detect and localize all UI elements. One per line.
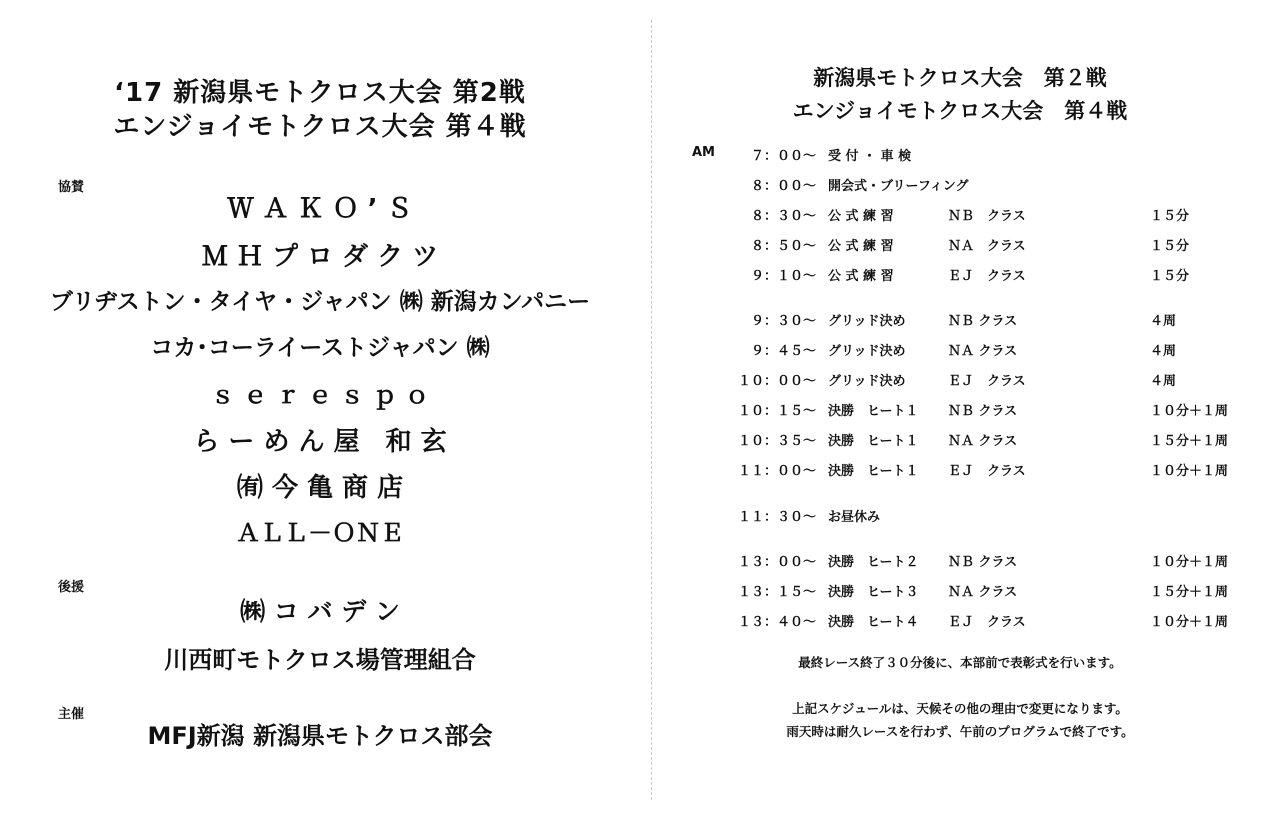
schedule-row [640, 581, 1280, 601]
schedule-row [640, 611, 1280, 631]
event: 決勝 ヒート１ [828, 404, 919, 419]
schedule-title-line1: 新潟県モトクロス大会 第２戦 [813, 66, 1107, 90]
duration: １５分 [1150, 269, 1190, 284]
sponsor-item: ｓ ｅ ｒ ｅ ｓ ｐ ｏ [210, 381, 430, 409]
section-label-shusai: 主催 [58, 707, 85, 722]
sponsor-item: ブリヂストン・タイヤ・ジャパン ㈱ 新潟カンパニー [49, 289, 591, 315]
class: ＮＡ クラス [948, 344, 1018, 359]
section-label-kyousan: 協賛 [58, 180, 85, 195]
duration: ４周 [1150, 374, 1177, 389]
duration: １５分＋１周 [1150, 434, 1229, 449]
duration: ４周 [1150, 314, 1177, 329]
time: １０：３５～ [737, 434, 816, 449]
time: ８：００～ [750, 179, 816, 194]
sponsor-item: ら ー め ん 屋 和 玄 [193, 427, 447, 457]
event-title-line2: エンジョイモトクロス大会 第４戦 [113, 112, 527, 142]
schedule-row [640, 205, 1280, 225]
event: お昼休み [828, 510, 881, 525]
class: ＮＢ クラス [948, 555, 1018, 570]
sponsor-item: ＡＬＬ－ＯＮＥ [236, 519, 404, 547]
event: 決勝 ヒート２ [828, 555, 919, 570]
schedule-row [640, 506, 1280, 526]
schedule-title-line2: エンジョイモトクロス大会 第４戦 [792, 99, 1128, 123]
sponsor-item: Ｗ Ａ Ｋ Ｏ ’ Ｓ [227, 194, 413, 224]
time: ８：５０～ [750, 239, 816, 254]
event: 開会式・ブリーフィング [828, 179, 969, 194]
duration: １５分 [1150, 239, 1190, 254]
time: ８：３０～ [750, 209, 816, 224]
schedule-page [640, 0, 1280, 818]
schedule-change-note: 上記スケジュールは、天候その他の理由で変更になります。 [792, 701, 1128, 716]
schedule-row [640, 551, 1280, 571]
awards-note: 最終レース終了３０分後に、本部前で表彰式を行います。 [798, 655, 1122, 670]
time: １３：４０～ [737, 615, 816, 630]
schedule-row [640, 145, 1280, 165]
event: グリッド決め [828, 344, 906, 359]
time: １０：００～ [737, 374, 816, 389]
event: グリッド決め [828, 314, 906, 329]
time: １３：１５～ [737, 585, 816, 600]
schedule-row [640, 310, 1280, 330]
class: ＥＪ クラス [948, 269, 1026, 284]
schedule-row [640, 370, 1280, 390]
time: ９：３０～ [750, 314, 816, 329]
duration: ４周 [1150, 344, 1177, 359]
event: 決勝 ヒート４ [828, 615, 919, 630]
time: ９：１０～ [750, 269, 816, 284]
event: 公 式 練 習 [828, 209, 894, 224]
time: ９：４５～ [750, 344, 816, 359]
event: 決勝 ヒート３ [828, 585, 919, 600]
event: 決勝 ヒート１ [828, 464, 919, 479]
schedule-row [640, 430, 1280, 450]
class: ＥＪ クラス [948, 464, 1026, 479]
supporter-item: 川西町モトクロス場管理組合 [164, 646, 476, 674]
rain-note: 雨天時は耐久レースを行わず、午前のプログラムで終了です。 [786, 724, 1134, 739]
ampm-label: AM [692, 145, 715, 160]
event-title-line1: ‘17 新潟県モトクロス大会 第2戦 [114, 78, 526, 108]
sponsor-item: ㈲ 今 亀 商 店 [236, 473, 404, 503]
class: ＮＢ クラス [948, 314, 1018, 329]
supporter-item: ㈱ コ バ デ ン [240, 597, 400, 626]
duration: １５分＋１周 [1150, 585, 1229, 600]
sponsor-item: Ｍ Ｈ プ ロ ダ ク ツ [201, 242, 439, 272]
event: 公 式 練 習 [828, 239, 894, 254]
schedule-row [640, 460, 1280, 480]
sponsor-item: コカ･コーライーストジャパン ㈱ [150, 335, 490, 361]
duration: １０分＋１周 [1150, 404, 1229, 419]
time: ７：００～ [750, 149, 816, 164]
time: １３：００～ [737, 555, 816, 570]
class: ＮＢ クラス [948, 209, 1026, 224]
class: ＮＡ クラス [948, 239, 1026, 254]
time: １０：１５～ [737, 404, 816, 419]
schedule-row [640, 340, 1280, 360]
duration: １０分＋１周 [1150, 615, 1229, 630]
class: ＥＪ クラス [948, 615, 1026, 630]
schedule-row [640, 400, 1280, 420]
schedule-row [640, 235, 1280, 255]
event: 決勝 ヒート１ [828, 434, 919, 449]
duration: １５分 [1150, 209, 1190, 224]
event: 受 付 ・ 車 検 [828, 149, 912, 164]
class: ＮＡ クラス [948, 434, 1018, 449]
schedule-row [640, 175, 1280, 195]
class: ＥＪ クラス [948, 374, 1026, 389]
time: １１：００～ [737, 464, 816, 479]
event: 公 式 練 習 [828, 269, 894, 284]
duration: １０分＋１周 [1150, 464, 1229, 479]
event: グリッド決め [828, 374, 906, 389]
class: ＮＢ クラス [948, 404, 1018, 419]
organizer: MFJ新潟 新潟県モトクロス部会 [147, 722, 493, 750]
class: ＮＡ クラス [948, 585, 1018, 600]
time: １１：３０～ [737, 510, 816, 525]
schedule-row [640, 265, 1280, 285]
section-label-kouen: 後援 [58, 580, 85, 595]
duration: １０分＋１周 [1150, 555, 1229, 570]
